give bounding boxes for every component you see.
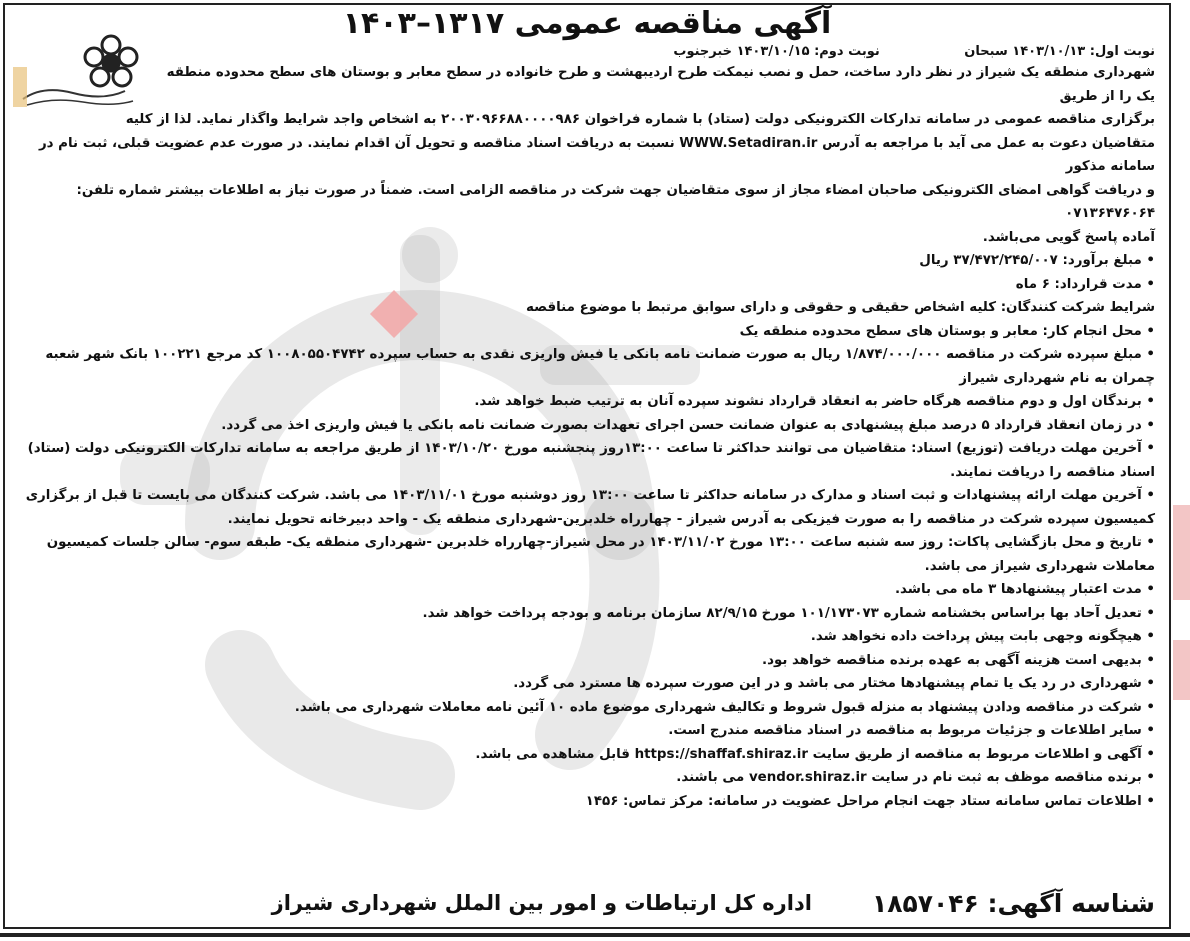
list-item: • شهرداری در رد یک یا تمام پیشنهادها مختار می باشد و در این صورت سپرده ها مسترد می گردد.	[19, 672, 1155, 696]
intro-line: شهرداری منطقه یک شیراز در نظر دارد ساخت، حمل و نصب نیمکت طرح اردیبهشت و طرح خانواده در سطح معابر و بوستان های سطح محدوده منطقه یک را از طریق	[166, 65, 1155, 104]
first-publication-date: نوبت اول: ۱۴۰۳/۱۰/۱۳ سبحان	[964, 44, 1155, 59]
intro-line: آماده پاسخ گویی می‌باشد.	[982, 229, 1155, 245]
list-item: • آخرین مهلت ارائه پیشنهادات و ثبت اسناد و مدارک در سامانه حداکثر تا ساعت ۱۳:۰۰ روز دوشنبه مورخ ۱۴۰۳/۱۱/۰۱ می باشد. شرکت کنندگان می بایست تا قبل از برگزاری کمیسیون سپرده شرکت در مناقصه را به صورت فیزیکی به آدرس شیراز - چهارراه خلدبرین-شهرداری منطقه یک - واحد دبیرخانه تحویل نمایند.	[19, 484, 1155, 531]
announcement-frame	[3, 3, 1171, 929]
intro-line: و دریافت گواهی امضای الکترونیکی صاحبان امضاء مجاز از سوی متقاضیان جهت شرکت در مناقصه الزامی است. ضمناً در صورت نیاز به اطلاعات بیشتر شماره تلفن: ۰۷۱۳۶۴۷۶۰۶۴	[76, 182, 1155, 221]
list-item: • هیچگونه وجهی بابت پیش پرداخت داده نخواهد شد.	[19, 625, 1155, 649]
list-item: • اطلاعات تماس سامانه ستاد جهت انجام مراحل عضویت در سامانه: مرکز تماس: ۱۴۵۶	[19, 790, 1155, 814]
conditions-list	[15, 249, 1159, 813]
edge-color-mark	[1173, 640, 1190, 700]
list-item: • مدت قرارداد: ۶ ماه	[19, 273, 1155, 297]
intro-line: برگزاری مناقصه عمومی در سامانه تدارکات الکترونیکی دولت (ستاد) با شماره فراخوان ۲۰۰۳۰۹۶۶۸۸۰۰۰۰۹۸۶ به اشخاص واجد شرایط واگذار نماید. لذا از کلیه	[125, 112, 1155, 127]
bottom-divider	[0, 933, 1190, 937]
issuing-office: اداره کل ارتباطات و امور بین الملل شهرداری شیراز	[271, 891, 812, 915]
list-item: • مبلغ برآورد: ۳۷/۴۷۲/۲۴۵/۰۰۷ ریال	[19, 249, 1155, 273]
announcement-footer	[45, 881, 1155, 925]
second-publication-date: نوبت دوم: ۱۴۰۳/۱۰/۱۵ خبرجنوب	[673, 44, 880, 59]
list-item: • در زمان انعقاد قرارداد ۵ درصد مبلغ پیشنهادی به عنوان ضمانت حسن اجرای تعهدات بصورت ضمانت نامه بانکی یا فیش واریزی اخذ می گردد.	[19, 414, 1155, 438]
list-item: • مبلغ سپرده شرکت در مناقصه ۱/۸۷۴/۰۰۰/۰۰۰ ریال به صورت ضمانت نامه بانکی یا فیش واریزی نقدی به حساب سپرده ۱۰۰۸۰۵۵۰۴۷۴۲ کد مرجع ۱۰۰۲۲۱ بانک شهر شعبه چمران به نام شهرداری شیراز	[19, 343, 1155, 390]
intro-line: متقاضیان دعوت به عمل می آید با مراجعه به آدرس WWW.Setadiran.ir نسبت به دریافت اسناد مناقصه و تحویل آن اقدام نمایند. در صورت عدم عضویت قبلی، ثبت نام در سامانه مذکور	[38, 135, 1155, 174]
list-item: • مدت اعتبار پیشنهادها ۳ ماه می باشد.	[19, 578, 1155, 602]
list-item: • برنده مناقصه موظف به ثبت نام در سایت vendor.shiraz.ir می باشند.	[19, 766, 1155, 790]
ad-identifier: شناسه آگهی: ۱۸۵۷۰۴۶	[871, 888, 1155, 918]
edge-color-mark	[1173, 505, 1190, 600]
announcement-title: آگهی مناقصه عمومی ۱۳۱۷–۱۴۰۳	[342, 6, 832, 41]
list-item: • محل انجام کار: معابر و بوستان های سطح محدوده منطقه یک	[19, 320, 1155, 344]
list-item: • آخرین مهلت دریافت (توزیع) اسناد: متقاضیان می توانند حداکثر تا ساعت ۱۳:۰۰روز پنجشنبه مورخ ۱۴۰۳/۱۰/۲۰ از طریق مراجعه به سامانه تدارکات الکترونیکی دولت (ستاد) اسناد مناقصه را دریافت نمایند.	[19, 437, 1155, 484]
list-item: • سایر اطلاعات و جزئیات مربوط به مناقصه در اسناد مناقصه مندرج است.	[19, 719, 1155, 743]
list-item: • برندگان اول و دوم مناقصه هرگاه حاضر به انعقاد قرارداد نشوند سپرده آنان به ترتیب ضبط خواهد شد.	[19, 390, 1155, 414]
list-item: • بدیهی است هزینه آگهی به عهده برنده مناقصه خواهد بود.	[19, 649, 1155, 673]
announcement-content	[15, 5, 1159, 927]
publication-dates	[15, 43, 1159, 61]
list-item: • شرکت در مناقصه ودادن پیشنهاد به منزله قبول شروط و تکالیف شهرداری موضوع ماده ۱۰ آئین نامه معاملات شهرداری می باشد.	[19, 696, 1155, 720]
list-item: • آگهی و اطلاعات مربوط به مناقصه از طریق سایت https://shaffaf.shiraz.ir قابل مشاهده می باشد.	[19, 743, 1155, 767]
list-item: • تعدیل آحاد بها براساس بخشنامه شماره ۱۰۱/۱۷۳۰۷۳ مورخ ۸۲/۹/۱۵ سازمان برنامه و بودجه پرداخت خواهد شد.	[19, 602, 1155, 626]
list-item: • تاریخ و محل بازگشایی پاکات: روز سه شنبه ساعت ۱۳:۰۰ مورخ ۱۴۰۳/۱۱/۰۲ در محل شیراز-چهارراه خلدبرین -شهرداری منطقه یک- طبقه سوم- سالن جلسات کمیسیون معاملات شهرداری شیراز می باشد.	[19, 531, 1155, 578]
list-item: شرایط شرکت کنندگان: کلیه اشخاص حقیقی و حقوقی و دارای سوابق مرتبط با موضوع مناقصه	[526, 300, 1155, 315]
